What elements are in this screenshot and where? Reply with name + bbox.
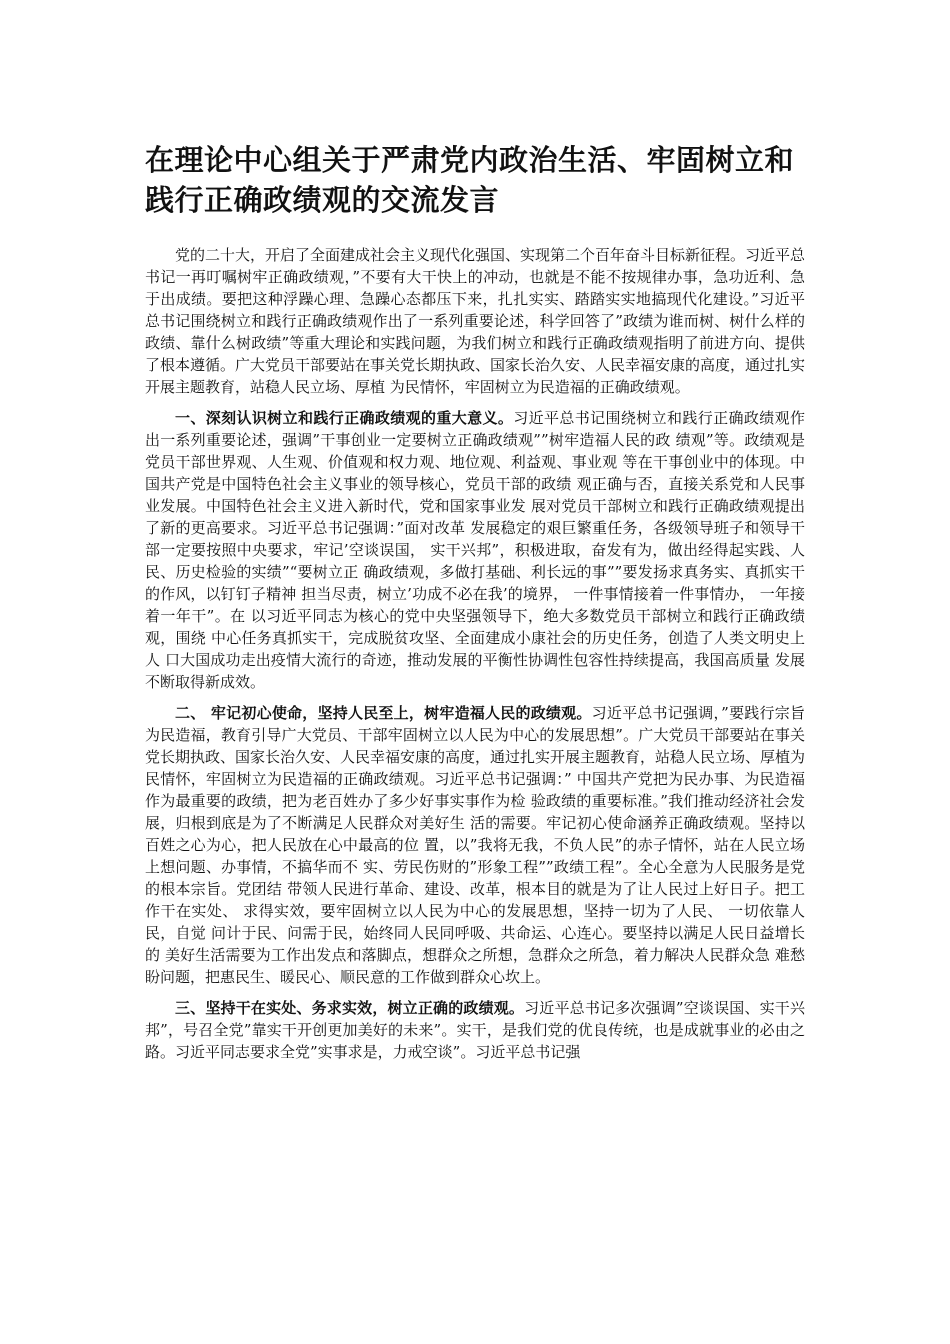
paragraph-section-1 bbox=[145, 407, 805, 693]
paragraph-intro-text: 党的二十大，开启了全面建成社会主义现代化强国、实现第二个百年奋斗目标新征程。习近平总书记一再叮嘱树牢正确政绩观，”不要有大干快上的冲动，也就是不能不按规律办事，急功近利、急于出成绩。要把这种浮躁心理、急躁心态都压下来，扎扎实实、踏踏实实地搞现代化建设。”习近平总书记围绕树立和践行正确政绩观作出了一系列重要论述，科学回答了”政绩为谁而树、树什么样的政绩、靠什么树政绩”等重大理论和实践问题，为我们树立和践行正确政绩观指明了前进方向、提供了根本遵循。广大党员干部要站在事关党长期执政、国家长治久安、人民幸福安康的高度，通过扎实开展主题教育，站稳人民立场、厚植 为民情怀，牢固树立为民造福的正确政绩观。 bbox=[145, 246, 806, 396]
section-1-heading: 一、深刻认识树立和践行正确政绩观的重大意义。 bbox=[175, 409, 514, 427]
section-3-text: 习近平总书记多次强调”空谈误国、实干兴邦”，号召全党”靠实干开创更加美好的未来”。实干，是我们党的优良传统，也是成就事业的必由之路。习近平同志要求全党”实事求是，力戒空谈”。习近平总书记强 bbox=[145, 999, 805, 1061]
section-1-text: 习近平总书记围绕树立和践行正确政绩观作出一系列重要论述，强调”干事创业一定要树立正确政绩观””树牢造福人民的政 绩观”等。政绩观是党员干部世界观、人生观、价值观和权力观、地位观、利益观、事业观 等在干事创业中的体现。中国共产党是中国特色社会主义事业的领导核心，党员干部的政绩 观正确与否，直接关系党和人民事业发展。中国特色社会主义进入新时代，党和国家事业发 展对党员干部树立和践行正确政绩观提出了新的更高要求。习近平总书记强调：”面对改革 发展稳定的艰巨繁重任务，各级领导班子和领导干部一定要按照中央要求，牢记’空谈误国， 实干兴邦”，积极进取，奋发有为，做出经得起实践、人民、历史检验的实绩”“要树立正 确政绩观，多做打基础、利长远的事””要发扬求真务实、真抓实干的作风，以钉钉子精神 担当尽责，树立’功成不必在我’的境界， 一件事情接着一件事情办， 一年接着一年干”。在 以习近平同志为核心的党中央坚强领导下，绝大多数党员干部树立和践行正确政绩观，围绕 中心任务真抓实干，完成脱贫攻坚、全面建成小康社会的历史任务，创造了人类文明史上人 口大国成功走出疫情大流行的奇迹，推动发展的平衡性协调性包容性持续提高，我国高质量 发展不断取得新成效。 bbox=[145, 409, 805, 691]
paragraph-section-2 bbox=[145, 702, 805, 988]
paragraph-intro bbox=[145, 244, 805, 398]
paragraph-section-3 bbox=[145, 997, 805, 1063]
section-2-text: 习近平总书记强调，”要践行宗旨为民造福，教育引导广大党员、干部牢固树立以人民为中心的发展思想”。广大党员干部要站在事关党长期执政、国家长治久安、人民幸福安康的高度，通过扎实开展主题教育，站稳人民立场、厚植为民情怀，牢固树立为民造福的正确政绩观。习近平总书记强调：” 中国共产党把为民办事、为民造福作为最重要的政绩，把为老百姓办了多少好事实事作为检 验政绩的重要标准。”我们推动经济社会发展，归根到底是为了不断满足人民群众对美好生 活的需要。牢记初心使命涵养正确政绩观。坚持以百姓之心为心，把人民放在心中最高的位 置，以”我将无我，不负人民”的赤子情怀，站在人民立场上想问题、办事情，不搞华而不 实、劳民伤财的”形象工程””政绩工程”。全心全意为人民服务是党的根本宗旨。党团结 带领人民进行革命、建设、改革，根本目的就是为了让人民过上好日子。把工作干在实处、 求得实效，要牢固树立以人民为中心的发展思想，坚持一切为了人民、 一切依靠人民，自觉 问计于民、问需于民，始终同人民同呼吸、共命运、心连心。要坚持以满足人民日益增长的 美好生活需要为工作出发点和落脚点，想群众之所想，急群众之所急，着力解决人民群众急 难愁盼问题，把惠民生、暖民心、顺民意的工作做到群众心坎上。 bbox=[145, 704, 806, 986]
section-3-heading: 三、坚持干在实处、务求实效，树立正确的政绩观。 bbox=[175, 999, 525, 1017]
section-2-heading: 二、 牢记初心使命，坚持人民至上，树牢造福人民的政绩观。 bbox=[175, 704, 592, 722]
document-title: 在理论中心组关于严肃党内政治生活、牢固树立和践行正确政绩观的交流发言 bbox=[145, 143, 795, 217]
document-page bbox=[145, 140, 805, 1072]
